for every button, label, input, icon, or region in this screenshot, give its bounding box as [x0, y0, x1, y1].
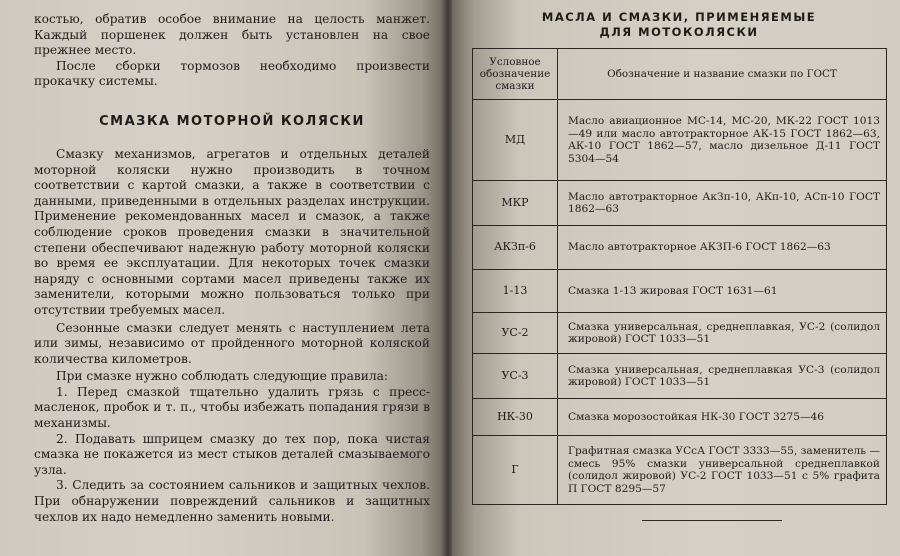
paragraph: После сборки тормозов необходимо произвести прокачку системы. [34, 58, 430, 89]
title-line: ДЛЯ МОТОКОЛЯСКИ [599, 25, 759, 39]
lubricant-description: Масло автотракторное АкЗп-10, АКп-10, АСп-10 ГОСТ 1862—63 [558, 181, 887, 226]
lubricant-description: Смазка универсальная, среднеплавкая, УС-2 (солидол жировой) ГОСТ 1033—51 [558, 313, 887, 354]
right-page [452, 0, 900, 556]
lubricants-table [472, 48, 887, 505]
lubricant-code: НК-30 [473, 399, 558, 436]
table-row [473, 181, 887, 226]
lubricant-description: Масло автотракторное АКЗП-6 ГОСТ 1862—63 [558, 226, 887, 270]
lubricant-code: МКР [473, 181, 558, 226]
lubricant-code: 1-13 [473, 270, 558, 313]
lubricant-description: Масло авиационное МС-14, МС-20, МК-22 ГОСТ 1013—49 или масло автотракторное АК-15 ГОСТ 1862—63, АК-10 ГОСТ 1862—57, масло дизельное Д-11 ГОСТ 5304—54 [558, 100, 887, 181]
lubricant-description: Графитная смазка УСсА ГОСТ 3333—55, заменитель — смесь 95% смазки универсальной среднеплавкой (солидол жировой) УС-2 ГОСТ 1033—51 с 5% графита П ГОСТ 8295—57 [558, 436, 887, 505]
table-row [473, 313, 887, 354]
title-line: МАСЛА И СМАЗКИ, ПРИМЕНЯЕМЫЕ [541, 10, 817, 24]
table-header-row [473, 49, 887, 100]
header-description: Обозначение и название смазки по ГОСТ [558, 49, 887, 100]
rule-item: 2. Подавать шприцем смазку до тех пор, пока чистая смазка не покажется из мест стыков деталей смазываемого узла. [34, 431, 430, 477]
end-rule [642, 520, 782, 521]
lubricant-code: Г [473, 436, 558, 505]
lubricant-code: АКЗп-6 [473, 226, 558, 270]
page-title [472, 10, 886, 40]
lubricant-code: УС-3 [473, 354, 558, 399]
table-row [473, 270, 887, 313]
lubricant-description: Смазка универсальная, среднеплавкая УС-3 (солидол жировой) ГОСТ 1033—51 [558, 354, 887, 399]
table-row [473, 354, 887, 399]
rule-item: 3. Следить за состоянием сальников и защитных чехлов. При обнаружении повреждений сальников и защитных чехлов их надо немедленно заменить новыми. [34, 478, 430, 524]
paragraph: Смазку механизмов, агрегатов и отдельных деталей моторной коляски нужно производить в точном соответствии с картой смазки, а также в соответствии с данными, приведенными в отдельных разделах инструкции. Применение рекомендованных масел и смазок, а также соблюдение сроков проведения смазки в значительной степени обеспечивают надежную работу моторной коляски во время ее эксплуатации. Для некоторых точек смазки наряду с основными сортами масел приведены также их заменители, которыми можно пользоваться только при отсутствии требуемых масел. [34, 146, 430, 317]
rule-item: 1. Перед смазкой тщательно удалить грязь с пресс-масленок, пробок и т. п., чтобы избежать попадания грязи в механизмы. [34, 384, 430, 431]
header-code: Условное обозначение смазки [473, 49, 558, 100]
lubricant-description: Смазка 1-13 жировая ГОСТ 1631—61 [558, 270, 887, 313]
continued-paragraph: костью, обратив особое внимание на целость манжет. Каждый поршенек должен быть установлен на свое прежнее место. [34, 12, 430, 58]
table-row [473, 226, 887, 270]
table-row [473, 399, 887, 436]
lubricant-code: МД [473, 100, 558, 181]
paragraph: При смазке нужно соблюдать следующие правила: [56, 369, 388, 384]
table-row [473, 436, 887, 505]
table-row [473, 100, 887, 181]
lubricant-description: Смазка морозостойкая НК-30 ГОСТ 3275—46 [558, 399, 887, 436]
section-title: СМАЗКА МОТОРНОЙ КОЛЯСКИ [99, 113, 365, 129]
lubricant-code: УС-2 [473, 313, 558, 354]
left-page [0, 0, 444, 556]
paragraph: Сезонные смазки следует менять с наступлением лета или зимы, независимо от пройденного моторной коляской количества километров. [34, 320, 430, 366]
